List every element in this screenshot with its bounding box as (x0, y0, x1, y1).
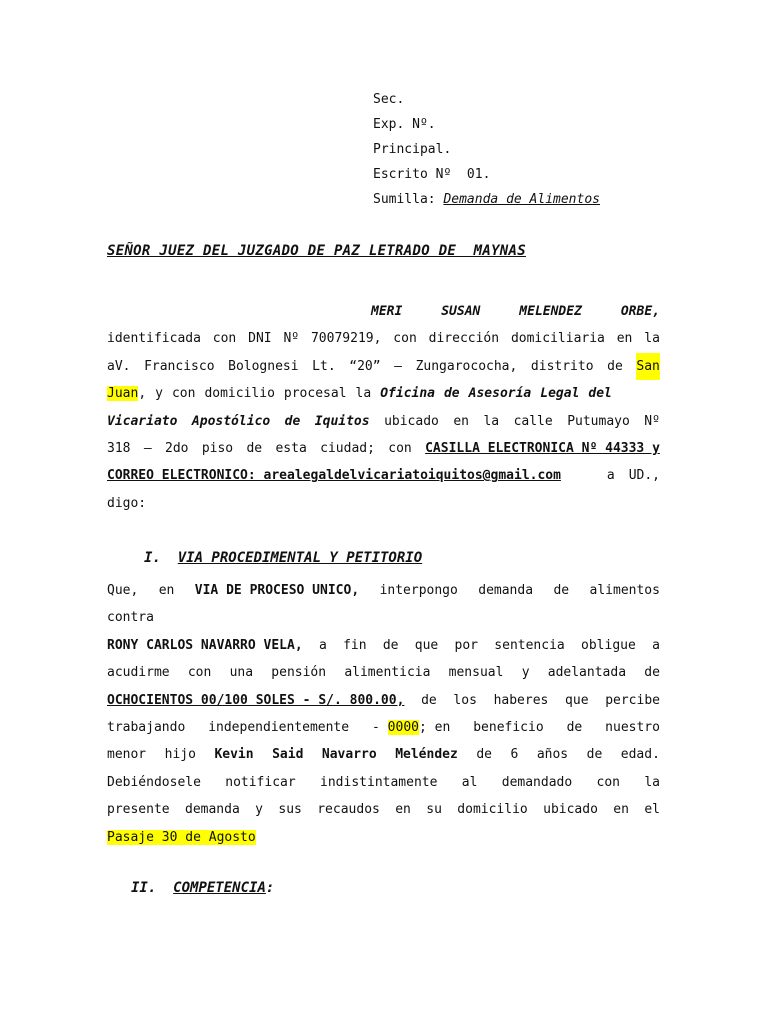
text-word: Zungarococha, (415, 358, 518, 374)
text-word: recaudos (317, 802, 380, 818)
text-word: con (596, 774, 621, 790)
text-word: Putumayo (567, 413, 630, 429)
text-word: Kevin (214, 747, 254, 763)
text-word: Navarro (321, 747, 377, 763)
text-word: dirección (428, 331, 500, 347)
text-word: en (613, 802, 629, 818)
text-word: obligue (581, 637, 636, 653)
text-word: menor (107, 747, 147, 763)
text-word: demanda (478, 583, 534, 598)
text-word: calle (513, 413, 553, 429)
case-header (373, 90, 600, 215)
text-word: al (461, 774, 478, 790)
document-title: SEÑOR JUEZ DEL JUZGADO DE PAZ LETRADO DE MAYNAS (107, 243, 526, 259)
escrito-line: Escrito Nº 01. (373, 167, 491, 182)
text-word: piso (201, 440, 234, 456)
text-word: Asesoría (468, 386, 532, 402)
text-word: Said (272, 747, 304, 763)
highlight-pasaje: Pasaje 30 de Agosto (107, 829, 256, 845)
text-word: la (644, 331, 660, 347)
text-word: Bolognesi (228, 358, 299, 374)
text-word: - (372, 719, 380, 735)
text-word: del (588, 386, 612, 402)
amount: OCHOCIENTOS 00/100 SOLES - S/. 800.00, (107, 692, 405, 708)
text-word: trabajando (107, 719, 186, 735)
s1-line-2: contra (107, 610, 154, 626)
principal-line: Principal. (373, 142, 452, 157)
text-word: SUSAN (441, 304, 481, 319)
section-1-title: VIA PROCEDIMENTAL Y PETITORIO (177, 550, 423, 566)
s1-line-1 (107, 577, 660, 604)
text-word: notificar (225, 774, 296, 790)
text-word: con (171, 386, 196, 402)
text-word: ubicado (543, 802, 598, 818)
text-word: el (644, 802, 660, 818)
text-word: , (138, 386, 147, 402)
sumilla-value: Demanda de Alimentos (443, 192, 600, 207)
text-word: presente (107, 802, 170, 818)
intro-line-5 (107, 408, 660, 435)
section-1-number: I. (144, 550, 161, 566)
text-word: de (586, 747, 603, 763)
text-word: sus (278, 802, 302, 818)
text-word: y (255, 802, 263, 818)
text-word: de (421, 692, 437, 708)
text-word: interpongo (379, 583, 458, 598)
text-word: años (536, 747, 569, 763)
s1-line-8 (107, 769, 660, 796)
text-word: Nº (283, 331, 300, 347)
text-word: la (644, 774, 660, 790)
text-word: de (246, 440, 263, 456)
section-2-number: II. (131, 880, 157, 896)
text-word: por (454, 637, 479, 653)
sumilla-line (373, 190, 600, 215)
text-word: alimentos (589, 583, 660, 598)
text-word: con (187, 665, 212, 681)
text-word: sentencia (494, 637, 565, 653)
text-word: Apostólico (191, 413, 271, 429)
text-word: Vicariato (107, 413, 178, 429)
text-word: de (566, 719, 583, 735)
s1-line-9 (107, 796, 660, 823)
text-word: Nº (644, 413, 660, 429)
text-word: de (553, 583, 570, 598)
text-word: 6 (510, 747, 519, 763)
text-word: beneficio (473, 719, 544, 735)
section-2-title: COMPETENCIA (173, 880, 266, 896)
text-word: VIA DE PROCESO UNICO, (194, 583, 360, 598)
text-word: haberes (493, 692, 549, 708)
text-word: esta (275, 440, 307, 456)
text-word: la (355, 386, 372, 402)
s1-line-5 (107, 687, 660, 714)
casilla-electronica: CASILLA ELECTRONICA Nº 44333 y (425, 440, 660, 456)
text-word: DNI (248, 331, 272, 347)
text-word: domiciliaria (510, 331, 605, 347)
intro-line-2 (107, 325, 660, 352)
text-word: domicilio (204, 386, 275, 402)
highlight-san: San (636, 353, 659, 380)
text-word: demandado (501, 774, 573, 790)
text-word: 70079219, (310, 331, 382, 347)
text-word: edad. (620, 747, 660, 763)
text-word: los (453, 692, 477, 708)
text-word: ; en (418, 719, 451, 735)
s1-line-3 (107, 632, 660, 659)
text-word: de (382, 637, 399, 653)
text-word: Que, (107, 583, 139, 598)
defendant-name: RONY CARLOS NAVARRO VELA, (107, 637, 303, 653)
text-word: que (565, 692, 589, 708)
text-word: nuestro (605, 719, 660, 735)
text-word: mensual (448, 665, 504, 681)
section-2-heading (131, 880, 274, 896)
text-word: aV. (107, 358, 131, 374)
intro-line-3 (107, 353, 660, 380)
text-word: ubicado (384, 413, 439, 429)
text-word: adelantada (547, 665, 627, 681)
text-word: Lt. (312, 358, 336, 374)
text-word: en (453, 413, 469, 429)
text-word: a (606, 468, 615, 484)
sumilla-label: Sumilla: (373, 192, 444, 207)
text-word: distrito (530, 358, 594, 374)
text-word: Iquitos (314, 413, 370, 429)
text-word: Legal (540, 386, 580, 402)
text-word: 318 (107, 440, 131, 456)
section-2-colon: : (265, 880, 275, 896)
text-word: MELENDEZ (519, 304, 582, 319)
correo-electronico: CORREO ELECTRONICO: arealegaldelvicariatoiquitos@gmail.com (107, 468, 561, 484)
section-1-paragraph (107, 577, 660, 851)
text-word: de (284, 413, 301, 429)
text-word: a (652, 637, 660, 653)
text-word: procesal (283, 386, 347, 402)
text-word: con (212, 331, 237, 347)
text-word: Meléndez (395, 747, 458, 763)
text-word: y (521, 665, 530, 681)
text-word: UD., (628, 468, 660, 484)
text-word: Francisco (144, 358, 215, 374)
text-word: fin (343, 637, 367, 653)
text-word: hijo (164, 747, 196, 763)
text-word: 2do (165, 440, 189, 456)
intro-paragraph (107, 298, 660, 517)
text-word: de (607, 358, 623, 374)
intro-line-4 (107, 380, 660, 407)
sec-line: Sec. (373, 92, 405, 107)
text-word: en (616, 331, 633, 347)
text-word: su (426, 802, 442, 818)
text-word: – (143, 440, 152, 456)
text-word: de (476, 747, 492, 763)
text-word: a (318, 637, 327, 653)
text-word: acudirme (107, 665, 170, 681)
text-word: ORBE, (620, 304, 660, 319)
text-word: en (158, 583, 175, 598)
text-word: una (229, 665, 254, 681)
text-word: de (644, 665, 660, 681)
intro-line-6 (107, 435, 660, 462)
text-word: con (393, 331, 417, 347)
text-word: – (394, 358, 402, 374)
text-word: la (483, 413, 500, 429)
text-word: y (155, 386, 163, 402)
s1-line-10 (107, 824, 660, 851)
s1-line-6 (107, 714, 660, 741)
highlight-0000: 0000 (387, 719, 419, 735)
text-word: “20” (349, 358, 381, 374)
s1-line-7 (107, 741, 660, 768)
text-word: con (388, 440, 412, 456)
text-word: ciudad; (320, 440, 375, 456)
text-word: de (443, 386, 460, 402)
intro-line-7 (107, 462, 660, 489)
text-word: que (414, 637, 439, 653)
text-word: independientemente (208, 719, 350, 735)
section-1-heading (144, 550, 422, 566)
text-word: indistintamente (320, 774, 438, 790)
plaintiff-name (107, 298, 660, 325)
text-word: alimenticia (344, 665, 431, 681)
text-word: pensión (271, 665, 327, 681)
intro-line-8: digo: (107, 495, 147, 511)
text-word: identificada (107, 331, 201, 347)
exp-line: Exp. Nº. (373, 117, 436, 132)
s1-line-4 (107, 659, 660, 686)
highlight-juan: Juan (107, 386, 139, 402)
text-word: domicilio (457, 802, 528, 818)
text-word: demanda (185, 802, 240, 818)
text-word: Debiéndosele (107, 774, 201, 790)
text-word: MERI (371, 304, 403, 319)
text-word: Oficina (380, 386, 435, 402)
text-word: en (395, 802, 411, 818)
text-word: percibe (605, 692, 660, 708)
